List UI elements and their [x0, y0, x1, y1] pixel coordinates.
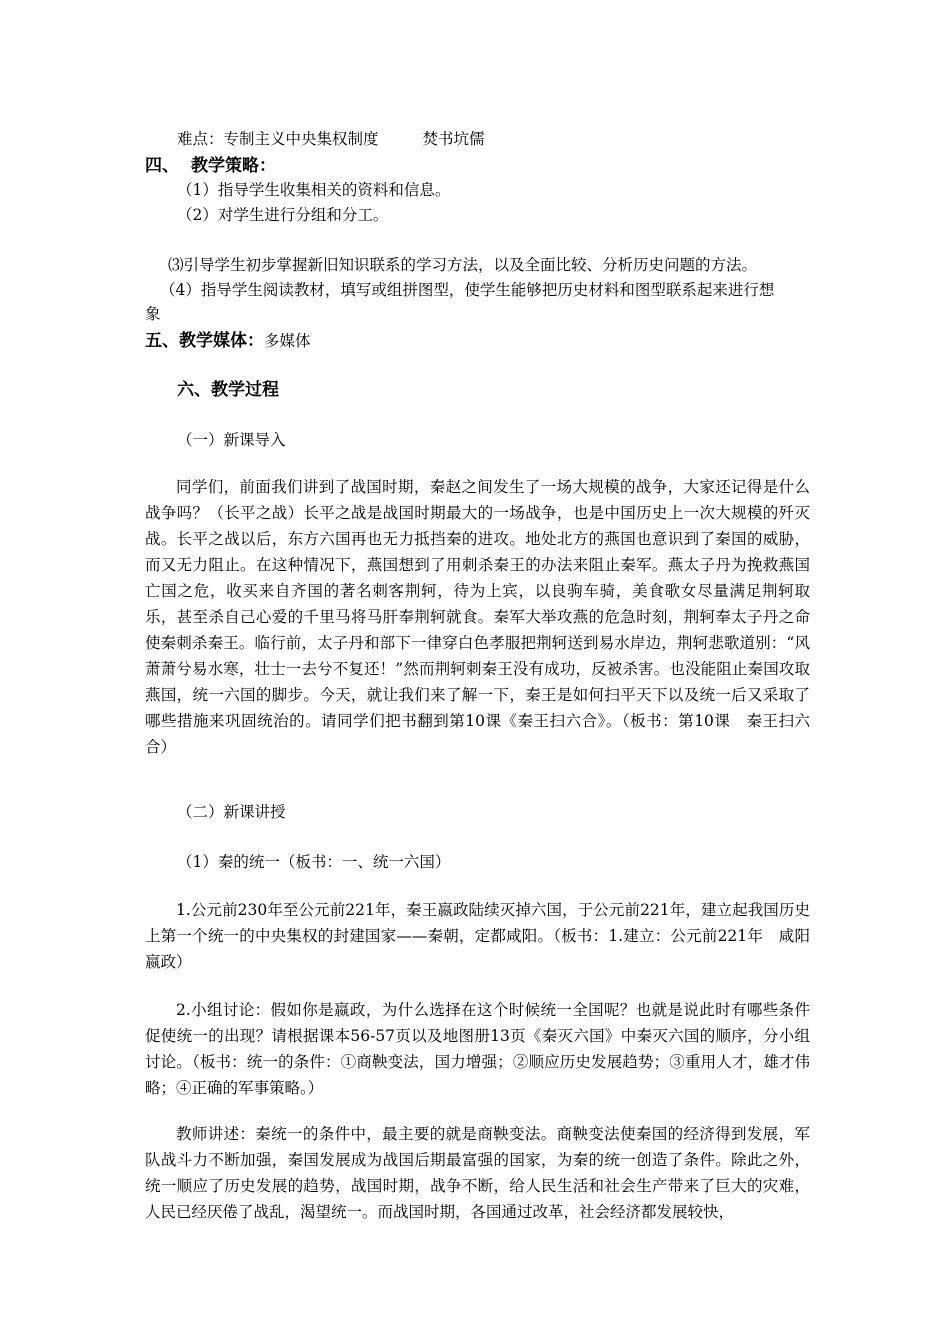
- strategy-item-4: （4）指导学生阅读教材，填写或组拼图型，使学生能够把历史材料和图型联系起来进行想: [160, 281, 775, 299]
- section-4-number: 四、: [145, 156, 179, 176]
- strategy-item-4-continued: 象: [145, 305, 161, 323]
- strategy-item-2: （2）对学生进行分组和分工。: [177, 206, 389, 224]
- section-5-value: 多媒体: [264, 332, 311, 350]
- difficulty-item-1: 专制主义中央集权制度: [223, 130, 379, 148]
- teacher-paragraph: 教师讲述：秦统一的条件中，最主要的就是商鞅变法。商鞅变法使秦国的经济得到发展，军队战斗力不断加强，秦国发展成为战国后期最富强的国家，为秦的统一创造了条件。除此之外，统一顺应了历史发展的趋势，战国时期，战争不断，给人民生活和社会生产带来了巨大的灾难，人民已经厌倦了战乱，渴望统一。而战国时期，各国通过改革，社会经济都发展较快，: [145, 1125, 810, 1221]
- difficulty-label: 难点：: [177, 130, 224, 148]
- point-1-paragraph: 1.公元前230年至公元前221年，秦王嬴政陆续灭掉六国，于公元前221年，建立起我国历史上第一个统一的中央集权的封建国家——秦朝，定都咸阳。（板书：1.建立：公元前221年 咸阳 嬴政）: [145, 901, 826, 971]
- intro-paragraph: 同学们，前面我们讲到了战国时期，秦赵之间发生了一场大规模的战争，大家还记得是什么战争吗？（长平之战）长平之战是战国时期最大的一场战争，也是中国历史上一次大规模的歼灭战。长平之战以后，东方六国再也无力抵挡秦的进攻。地处北方的燕国也意识到了秦国的威胁，而又无力阻止。在这种情况下，燕国想到了用刺杀秦王的办法来阻止秦军。燕太子丹为挽救燕国亡国之危，收买来自齐国的著名刺客荆轲，待为上宾，以良驹车骑，美食歌女尽量满足荆轲取乐，甚至杀自己心爱的千里马将马肝奉荆轲就食。秦军大举攻燕的危急时刻，荆轲奉太子丹之命使秦刺杀秦王。临行前，太子丹和部下一律穿白色孝服把荆轲送到易水岸边，荆轲悲歌道别：“风萧萧兮易水寒，壮士一去兮不复还！”然而荆轲刺秦王没有成功，反被杀害。也没能阻止秦国攻取燕国，统一六国的脚步。今天，就让我们来了解一下，秦王是如何扫平天下以及统一后又采取了哪些措施来巩固统治的。请同学们把书翻到第10课《秦王扫六合》。（板书：第10课 秦王扫六合）: [145, 478, 810, 756]
- subpart-1-title: （1）秦的统一（板书：一、统一六国）: [177, 853, 451, 871]
- section-4-heading: [145, 151, 276, 176]
- section-5-line: [145, 326, 311, 351]
- strategy-item-3: ⑶引导学生初步掌握新旧知识联系的学习方法，以及全面比较、分析历史问题的方法。: [168, 256, 758, 274]
- difficulty-line: [177, 127, 485, 149]
- part-1-title: （一）新课导入: [177, 431, 286, 449]
- section-4-title: 教学策略：: [191, 156, 276, 176]
- part-2-title: （二）新课讲授: [177, 803, 286, 821]
- strategy-item-1: （1）指导学生收集相关的资料和信息。: [177, 181, 451, 199]
- section-5-title: 五、教学媒体：: [145, 331, 264, 351]
- point-2-paragraph: 2.小组讨论：假如你是嬴政，为什么选择在这个时候统一全国呢？也就是说此时有哪些条件促使统一的出现？请根据课本56-57页以及地图册13页《秦灭六国》中秦灭六国的顺序，分小组讨论。（板书：统一的条件：①商鞅变法，国力增强；②顺应历史发展趋势；③重用人才，雄才伟略；④正确的军事策略。）: [145, 1001, 810, 1097]
- section-6-title: 六、教学过程: [177, 380, 279, 400]
- difficulty-item-2: 焚书坑儒: [422, 130, 485, 148]
